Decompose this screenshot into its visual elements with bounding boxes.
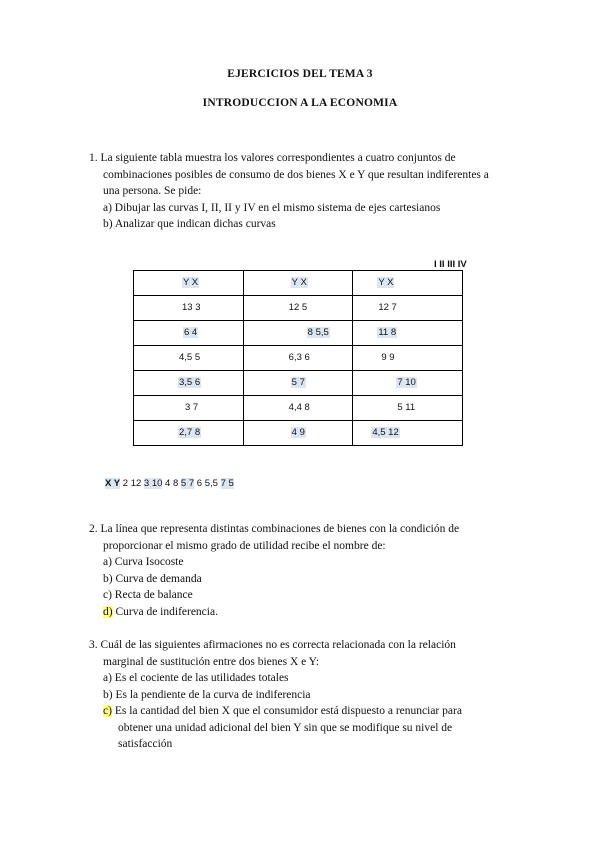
table-cell: 4,5 12 <box>353 421 463 446</box>
table-cell: 2,7 8 <box>134 421 244 446</box>
q3-option-c-line-2: obtener una unidad adicional del bien Y sin que se modifique su nivel de <box>118 721 453 734</box>
q2-option-d: d) Curva de indiferencia. <box>103 605 218 618</box>
table-header-cell: Y X <box>134 271 244 296</box>
extra-data-line <box>105 478 234 489</box>
document-title: EJERCICIOS DEL TEMA 3 <box>227 68 373 80</box>
q3-line-2: marginal de sustitución entre dos bienes X e Y: <box>103 655 320 668</box>
q1-option-a: a) Dibujar las curvas I, II, II y IV en el mismo sistema de ejes cartesianos <box>103 201 441 214</box>
table-cell: 4,4 8 <box>243 396 353 421</box>
q1-line-3: una persona. Se pide: <box>103 185 202 197</box>
table-row <box>134 421 463 446</box>
q3-option-a: a) Es el cociente de las utilidades totales <box>103 672 289 684</box>
question-1 <box>89 150 529 233</box>
q2-answer-highlight: d) <box>103 605 113 618</box>
q1-line-1: 1. La siguiente tabla muestra los valores correspondientes a cuatro conjuntos de <box>89 152 456 164</box>
table-row <box>134 371 463 396</box>
question-3 <box>89 637 519 753</box>
q3-option-c: c) Es la cantidad del bien X que el consumidor está dispuesto a renunciar para <box>103 705 462 717</box>
table-cell: 3,5 6 <box>134 371 244 396</box>
extra-seg: 5 7 <box>180 478 195 489</box>
table-row <box>134 296 463 321</box>
table-cell: 5 11 <box>353 396 463 421</box>
table-cell: 8 5,5 <box>243 321 353 346</box>
table-cell: 4 9 <box>243 421 353 446</box>
table-cell: 5 7 <box>243 371 353 396</box>
extra-seg: X Y <box>105 478 121 489</box>
q3-line-1: 3. Cuál de las siguientes afirmaciones no es correcta relacionada con la relación <box>89 639 456 651</box>
q2-option-c: c) Recta de balance <box>103 589 193 601</box>
extra-seg: 3 10 <box>143 478 163 489</box>
table-header-row <box>134 271 463 296</box>
extra-seg: 2 12 <box>120 478 144 489</box>
extra-seg: 4 8 <box>162 478 181 489</box>
table-cell: 11 8 <box>353 321 463 346</box>
table-cell: 6 4 <box>134 321 244 346</box>
table-cell: 12 7 <box>353 296 463 321</box>
document-subtitle: INTRODUCCION A LA ECONOMIA <box>202 97 398 109</box>
table-roman-header: I II III IV <box>434 259 467 270</box>
q2-line-2: proporcionar el mismo grado de utilidad recibe el nombre de: <box>103 539 386 552</box>
table-header-cell: Y X <box>243 271 353 296</box>
question-2 <box>89 521 519 620</box>
q1-line-2: combinaciones posibles de consumo de dos bienes X e Y que resultan indiferentes a <box>103 168 489 181</box>
table-cell: 12 5 <box>243 296 353 321</box>
q3-answer-highlight: c) <box>103 705 112 717</box>
table-cell: 6,3 6 <box>243 346 353 371</box>
data-table <box>133 270 463 446</box>
q3-option-c-line-3: satisfacción <box>118 738 173 750</box>
table-cell: 9 9 <box>353 346 463 371</box>
q2-line-1: 2. La línea que representa distintas combinaciones de bienes con la condición de <box>89 523 460 535</box>
q2-option-a: a) Curva Isocoste <box>103 556 184 568</box>
table-cell: 4,5 5 <box>134 346 244 371</box>
q1-option-b: b) Analizar que indican dichas curvas <box>103 218 276 230</box>
table-row <box>134 346 463 371</box>
table-row <box>134 396 463 421</box>
table-cell: 13 3 <box>134 296 244 321</box>
table-row <box>134 321 463 346</box>
q2-option-b: b) Curva de demanda <box>103 572 202 585</box>
table-cell: 3 7 <box>134 396 244 421</box>
extra-seg: 7 5 <box>220 478 234 489</box>
table-cell: 7 10 <box>353 371 463 396</box>
extra-seg: 6 5,5 <box>194 478 221 489</box>
table-header-cell: Y X <box>353 271 463 296</box>
q3-option-b: b) Es la pendiente de la curva de indiferencia <box>103 688 311 701</box>
